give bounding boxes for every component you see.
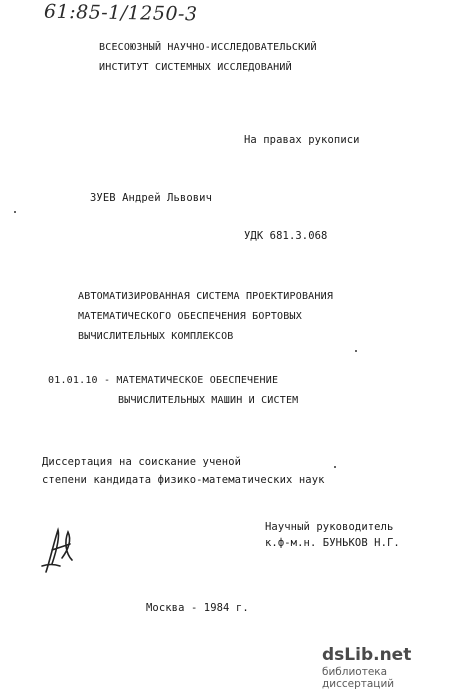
degree-line-2: степени кандидата физико-математических наук <box>42 474 325 486</box>
specialty-line-2: ВЫЧИСЛИТЕЛЬНЫХ МАШИН И СИСТЕМ <box>118 395 299 406</box>
institution-line-2: ИНСТИТУТ СИСТЕМНЫХ ИССЛЕДОВАНИЙ <box>99 62 292 73</box>
speck-mark <box>355 350 357 352</box>
specialty-line-1: 01.01.10 - МАТЕМАТИЧЕСКОЕ ОБЕСПЕЧЕНИЕ <box>48 375 279 386</box>
institution-line-1: ВСЕСОЮЗНЫЙ НАУЧНО-ИССЛЕДОВАТЕЛЬСКИЙ <box>99 42 317 53</box>
handwritten-code: 61:85-1/1250-3 <box>43 0 198 26</box>
watermark-logo: dsLib.net <box>322 645 412 665</box>
watermark-subtitle: библиотека диссертаций <box>322 666 395 690</box>
supervisor-title: Научный руководитель <box>265 521 394 533</box>
udk-code: УДК 681.3.068 <box>244 230 328 242</box>
title-line-1: АВТОМАТИЗИРОВАННАЯ СИСТЕМА ПРОЕКТИРОВАНИЯ <box>78 291 334 302</box>
speck-mark <box>334 466 336 468</box>
title-line-2: МАТЕМАТИЧЕСКОГО ОБЕСПЕЧЕНИЯ БОРТОВЫХ <box>78 311 302 322</box>
rights-note: На правах рукописи <box>244 134 360 146</box>
watermark <box>322 645 444 690</box>
signature <box>38 520 78 580</box>
degree-line-1: Диссертация на соискание ученой <box>42 456 242 468</box>
title-line-3: ВЫЧИСЛИТЕЛЬНЫХ КОМПЛЕКСОВ <box>78 331 234 342</box>
supervisor-name: к.ф-м.н. БУНЬКОВ Н.Г. <box>265 537 400 549</box>
speck-mark <box>14 211 16 213</box>
author-name: ЗУЕВ Андрей Львович <box>90 192 213 204</box>
place-year: Москва - 1984 г. <box>146 602 249 614</box>
